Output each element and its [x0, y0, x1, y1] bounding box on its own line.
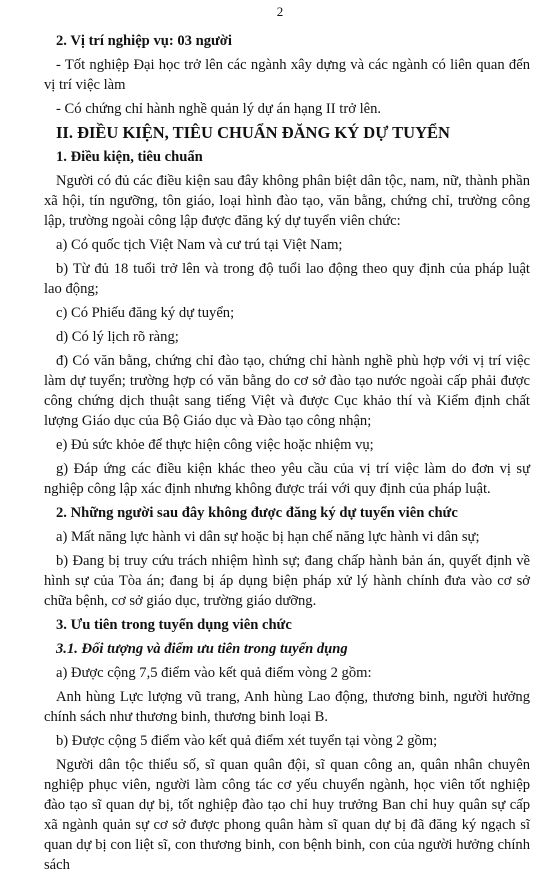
paragraph: a) Được cộng 7,5 điểm vào kết quả điểm vòng 2 gồm:: [56, 665, 372, 681]
subsection-heading: 2. Những người sau đây không được đăng ký dự tuyển viên chức: [56, 505, 458, 521]
paragraph: đ) Có văn bằng, chứng chỉ đào tạo, chứng chỉ hành nghề phù hợp với vị trí việc làm dự tuyển; trường hợp có văn bằng do cơ sở đào tạo nước ngoài cấp phải được công chứng dịch thuật sang tiếng Việt và được Cục khảo thí và Kiểm định chất lượng Giáo dục của Bộ Giáo dục và Đào tạo công nhận;: [44, 353, 530, 429]
subsection-heading: 2. Vị trí nghiệp vụ: 03 người: [56, 33, 232, 49]
document-body: [44, 31, 530, 879]
paragraph: - Có chứng chỉ hành nghề quản lý dự án hạng II trở lên.: [56, 101, 382, 117]
paragraph: Người có đủ các điều kiện sau đây không phân biệt dân tộc, nam, nữ, thành phần xã hội, tín ngưỡng, tôn giáo, loại hình đào tạo, văn bằng, chứng chỉ, trường công lập, trường ngoài công lập được đăng ký dự tuyển viên chức:: [44, 173, 530, 229]
paragraph: a) Có quốc tịch Việt Nam và cư trú tại Việt Nam;: [56, 237, 343, 253]
paragraph: b) Từ đủ 18 tuổi trở lên và trong độ tuổi lao động theo quy định của pháp luật lao động;: [44, 261, 530, 297]
paragraph: a) Mất năng lực hành vi dân sự hoặc bị hạn chế năng lực hành vi dân sự;: [56, 529, 480, 545]
paragraph: Người dân tộc thiểu số, sĩ quan quân đội, sĩ quan công an, quân nhân chuyên nghiệp phục viên, người làm công tác cơ yếu chuyển ngành, học viên tốt nghiệp đào tạo sĩ quan dự bị, tốt nghiệp đào tạo chỉ huy trưởng Ban chỉ huy quân sự cấp xã ngành quản sự cơ sở được phong quân hàm sĩ quan dự bị đã đăng ký ngạch sĩ quan dự bị con liệt sĩ, con thương binh, con bệnh binh, con của người hưởng chính sách: [44, 757, 530, 873]
subsection-heading: 1. Điều kiện, tiêu chuẩn: [56, 149, 203, 165]
paragraph: d) Có lý lịch rõ ràng;: [56, 329, 179, 345]
paragraph: b) Đang bị truy cứu trách nhiệm hình sự; đang chấp hành bản án, quyết định về hình sự của Tòa án; đang bị áp dụng biện pháp xử lý hành chính đưa vào cơ sở chữa bệnh, cơ sở giáo dục, trường giáo dưỡng.: [44, 553, 530, 609]
paragraph: Anh hùng Lực lượng vũ trang, Anh hùng Lao động, thương binh, người hưởng chính sách như thương binh, thương binh loại B.: [44, 689, 530, 725]
paragraph: c) Có Phiếu đăng ký dự tuyển;: [56, 305, 235, 321]
paragraph: b) Được cộng 5 điểm vào kết quả điểm xét tuyển tại vòng 2 gồm;: [56, 733, 438, 749]
page-number: 2: [276, 4, 284, 19]
paragraph: - Tốt nghiệp Đại học trở lên các ngành xây dựng và các ngành có liên quan đến vị trí việc làm: [44, 57, 530, 93]
sub-subsection-heading: 3.1. Đối tượng và điểm ưu tiên trong tuyển dụng: [56, 641, 348, 657]
paragraph: e) Đủ sức khỏe để thực hiện công việc hoặc nhiệm vụ;: [56, 437, 374, 453]
subsection-heading: 3. Ưu tiên trong tuyển dụng viên chức: [56, 617, 292, 633]
section-heading: II. ĐIỀU KIỆN, TIÊU CHUẨN ĐĂNG KÝ DỰ TUYỂN: [56, 123, 450, 142]
paragraph: g) Đáp ứng các điều kiện khác theo yêu cầu của vị trí việc làm do đơn vị sự nghiệp công lập xác định nhưng không được trái với quy định của pháp luật.: [44, 461, 530, 497]
